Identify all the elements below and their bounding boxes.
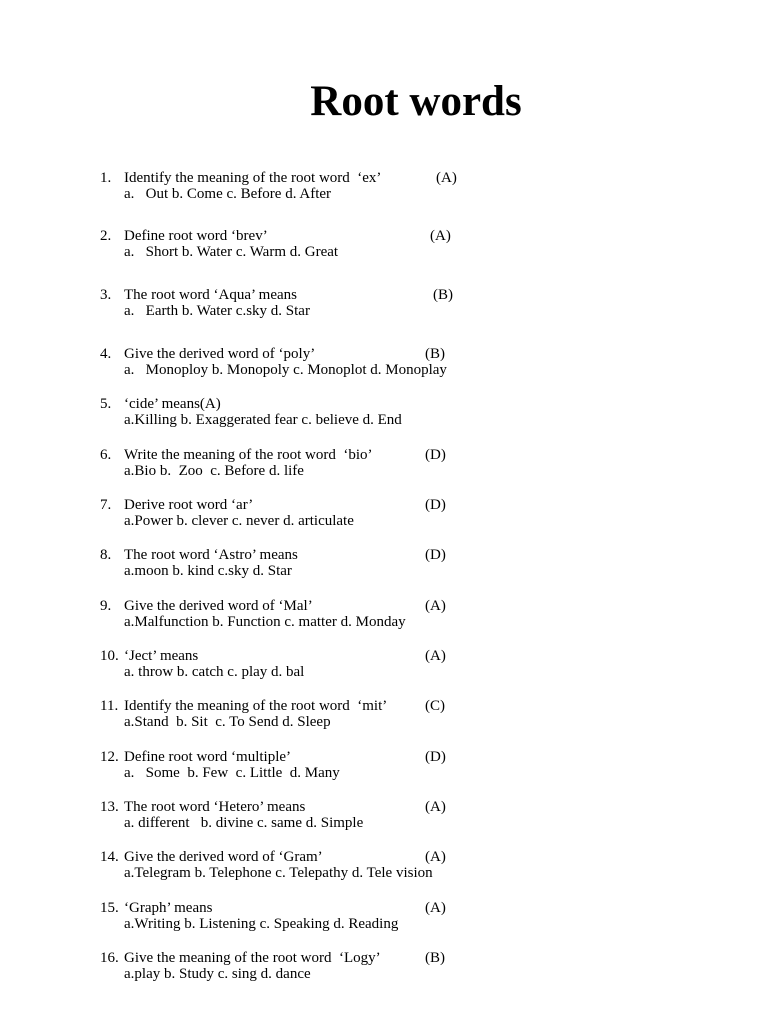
question-text: The root word ‘Astro’ means xyxy=(124,547,298,563)
question-number: 13. xyxy=(100,799,119,815)
answer-key: (D) xyxy=(425,497,446,513)
answer-key: (B) xyxy=(433,287,453,303)
question-text: Write the meaning of the root word ‘bio’ xyxy=(124,447,373,463)
question-number: 12. xyxy=(100,749,119,765)
answer-key: (A) xyxy=(430,228,451,244)
answer-options: a.Power b. clever c. never d. articulate xyxy=(124,513,354,529)
answer-options: a.Malfunction b. Function c. matter d. Monday xyxy=(124,614,406,630)
answer-options: a. different b. divine c. same d. Simple xyxy=(124,815,364,831)
answer-options: a.play b. Study c. sing d. dance xyxy=(124,966,311,982)
question-number: 6. xyxy=(100,447,112,463)
answer-key: (A) xyxy=(425,648,446,664)
page-title: Root words xyxy=(310,78,522,125)
answer-options: a. Some b. Few c. Little d. Many xyxy=(124,765,340,781)
question-number: 3. xyxy=(100,287,112,303)
answer-options: a.Stand b. Sit c. To Send d. Sleep xyxy=(124,714,331,730)
question-text: ‘Graph’ means xyxy=(124,900,213,916)
question-text: ‘Ject’ means xyxy=(124,648,199,664)
answer-options: a.Telegram b. Telephone c. Telepathy d. Tele vision xyxy=(124,865,433,881)
question-number: 7. xyxy=(100,497,112,513)
question-number: 10. xyxy=(100,648,119,664)
question-number: 14. xyxy=(100,849,119,865)
question-text: The root word ‘Hetero’ means xyxy=(124,799,306,815)
question-number: 11. xyxy=(100,698,119,714)
answer-key: (A) xyxy=(425,849,446,865)
question-text: Identify the meaning of the root word ‘mit’ xyxy=(124,698,388,714)
question-text: Define root word ‘brev’ xyxy=(124,228,268,244)
question-text: Derive root word ‘ar’ xyxy=(124,497,254,513)
question-number: 1. xyxy=(100,170,112,186)
answer-options: a. Out b. Come c. Before d. After xyxy=(124,186,332,202)
answer-key: (D) xyxy=(425,447,446,463)
answer-options: a.Writing b. Listening c. Speaking d. Reading xyxy=(124,916,399,932)
question-text: Give the meaning of the root word ‘Logy’ xyxy=(124,950,381,966)
answer-key: (D) xyxy=(425,547,446,563)
answer-options: a.moon b. kind c.sky d. Star xyxy=(124,563,292,579)
answer-options: a.Killing b. Exaggerated fear c. believe d. End xyxy=(124,412,402,428)
question-number: 4. xyxy=(100,346,112,362)
question-text: ‘cide’ means(A) xyxy=(124,396,221,412)
answer-key: (A) xyxy=(425,598,446,614)
answer-key: (B) xyxy=(425,346,445,362)
question-number: 2. xyxy=(100,228,112,244)
question-text: Give the derived word of ‘poly’ xyxy=(124,346,316,362)
question-text: Define root word ‘multiple’ xyxy=(124,749,292,765)
answer-key: (D) xyxy=(425,749,446,765)
answer-options: a. Short b. Water c. Warm d. Great xyxy=(124,244,339,260)
answer-options: a. throw b. catch c. play d. bal xyxy=(124,664,305,680)
answer-key: (A) xyxy=(425,900,446,916)
question-text: The root word ‘Aqua’ means xyxy=(124,287,297,303)
question-number: 16. xyxy=(100,950,119,966)
answer-options: a.Bio b. Zoo c. Before d. life xyxy=(124,463,304,479)
question-item xyxy=(100,950,520,1035)
answer-key: (B) xyxy=(425,950,445,966)
answer-options: a. Monoploy b. Monopoly c. Monoplot d. Monoplay xyxy=(124,362,447,378)
question-text: Identify the meaning of the root word ‘ex’ xyxy=(124,170,382,186)
question-number: 8. xyxy=(100,547,112,563)
answer-key: (A) xyxy=(425,799,446,815)
answer-key: (C) xyxy=(425,698,445,714)
answer-options: a. Earth b. Water c.sky d. Star xyxy=(124,303,310,319)
question-number: 5. xyxy=(100,396,112,412)
question-text: Give the derived word of ‘Mal’ xyxy=(124,598,313,614)
question-text: Give the derived word of ‘Gram’ xyxy=(124,849,323,865)
question-number: 15. xyxy=(100,900,119,916)
question-number: 9. xyxy=(100,598,112,614)
answer-key: (A) xyxy=(436,170,457,186)
